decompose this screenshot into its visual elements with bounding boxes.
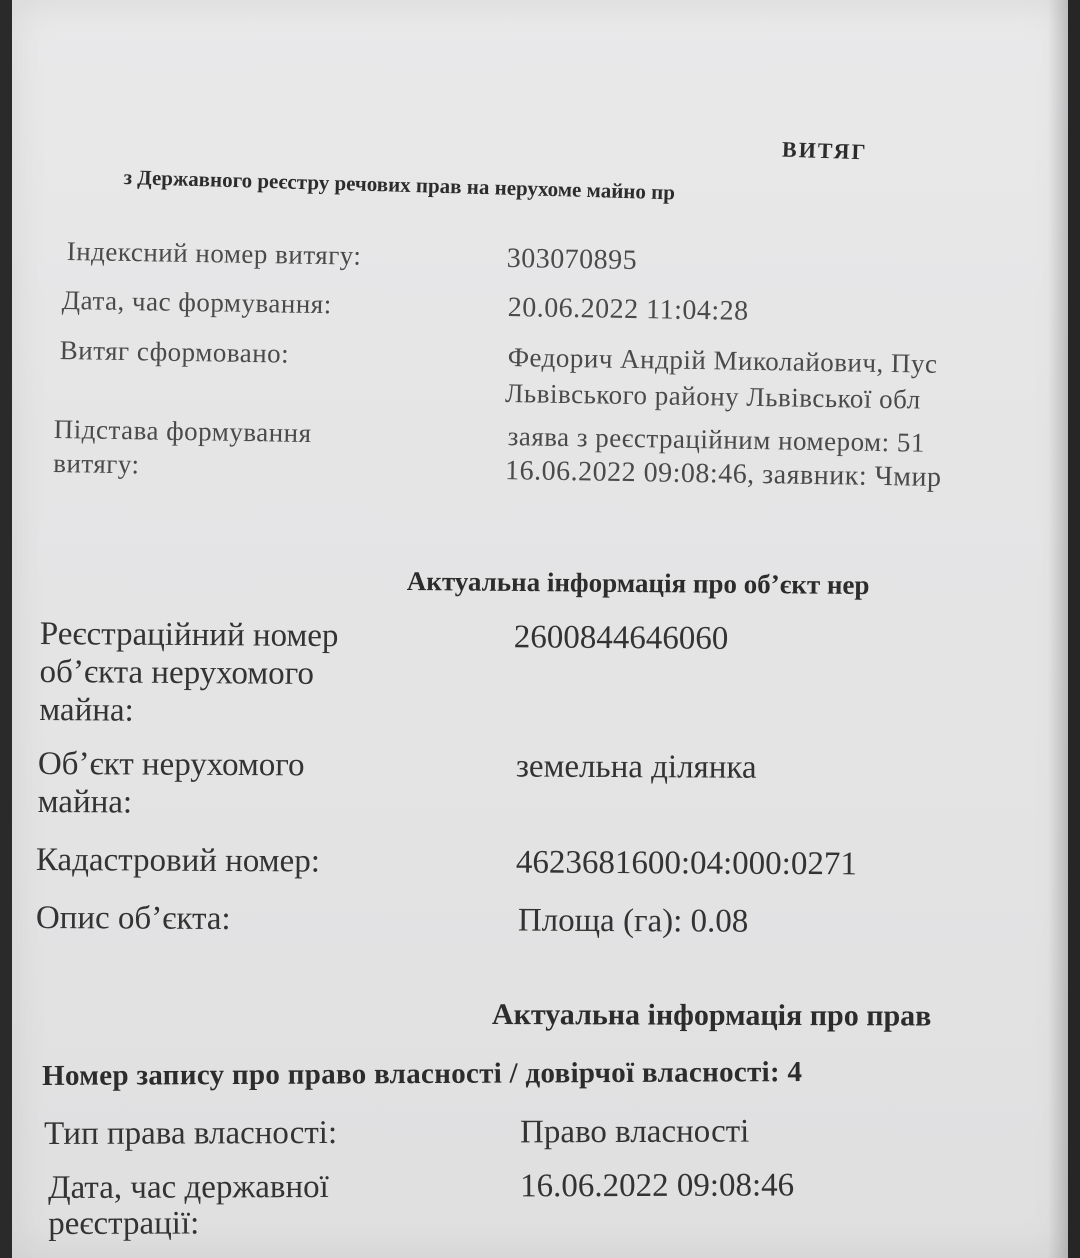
object-description-value: Площа (га): 0.08 xyxy=(517,902,749,940)
object-reg-number-label-line2: об’єкта нерухомого xyxy=(39,653,315,692)
object-reg-number-label-line1: Реєстраційний номер xyxy=(39,616,339,655)
extract-index-value: 303070895 xyxy=(506,242,638,276)
document-page xyxy=(12,0,1068,1258)
rights-section-heading: Актуальна інформація про прав xyxy=(491,998,932,1033)
rights-date-label-line2: реєстрації: xyxy=(48,1205,200,1242)
extract-basis-value-line1: заява з реєстраційним номером: 51 xyxy=(507,421,926,458)
object-cadastral-label: Кадастровий номер: xyxy=(35,842,321,880)
extract-basis-value-line2: 16.06.2022 09:08:46, заявник: Чмир xyxy=(504,455,942,493)
rights-type-label: Тип права власності: xyxy=(44,1114,338,1152)
rights-record-heading: Номер запису про право власності / довірчої власності: 4 xyxy=(42,1056,803,1092)
paper-edge-shadow xyxy=(1048,0,1068,1258)
object-cadastral-value: 4623681600:04:000:0271 xyxy=(515,844,858,883)
rights-date-label-line1: Дата, час державної xyxy=(48,1169,329,1206)
document-title: ВИТЯГ xyxy=(781,136,868,165)
object-type-label-line2: майна: xyxy=(37,783,133,821)
extract-index-label: Індексний номер витягу: xyxy=(66,236,362,271)
object-type-value: земельна ділянка xyxy=(515,748,757,786)
rights-type-value: Право власності xyxy=(519,1113,750,1151)
extract-date-value: 20.06.2022 11:04:28 xyxy=(507,292,749,327)
rights-date-value: 16.06.2022 09:08:46 xyxy=(519,1167,795,1205)
object-description-label: Опис об’єкта: xyxy=(35,900,231,938)
extract-basis-label-line2: витягу: xyxy=(52,447,140,480)
object-reg-number-value: 2600844646060 xyxy=(513,619,729,657)
object-reg-number-label-line3: майна: xyxy=(39,691,134,729)
extract-formed-by-value-line2: Львівського району Львівської обл xyxy=(504,378,921,415)
extract-formed-by-value-line1: Федорич Андрій Миколайович, Пус xyxy=(507,342,938,379)
object-section-heading: Актуальна інформація про об’єкт нер xyxy=(406,566,870,601)
extract-formed-by-label: Витяг сформовано: xyxy=(59,335,290,369)
photo-right-edge xyxy=(1068,0,1080,1258)
extract-date-label: Дата, час формування: xyxy=(61,285,332,320)
photo-left-edge xyxy=(0,0,12,1258)
object-type-label-line1: Об’єкт нерухомого xyxy=(37,746,305,784)
extract-basis-label-line1: Підстава формування xyxy=(53,414,312,449)
document-subtitle: з Державного реєстру речових прав на нерухоме майно пр xyxy=(123,165,676,205)
